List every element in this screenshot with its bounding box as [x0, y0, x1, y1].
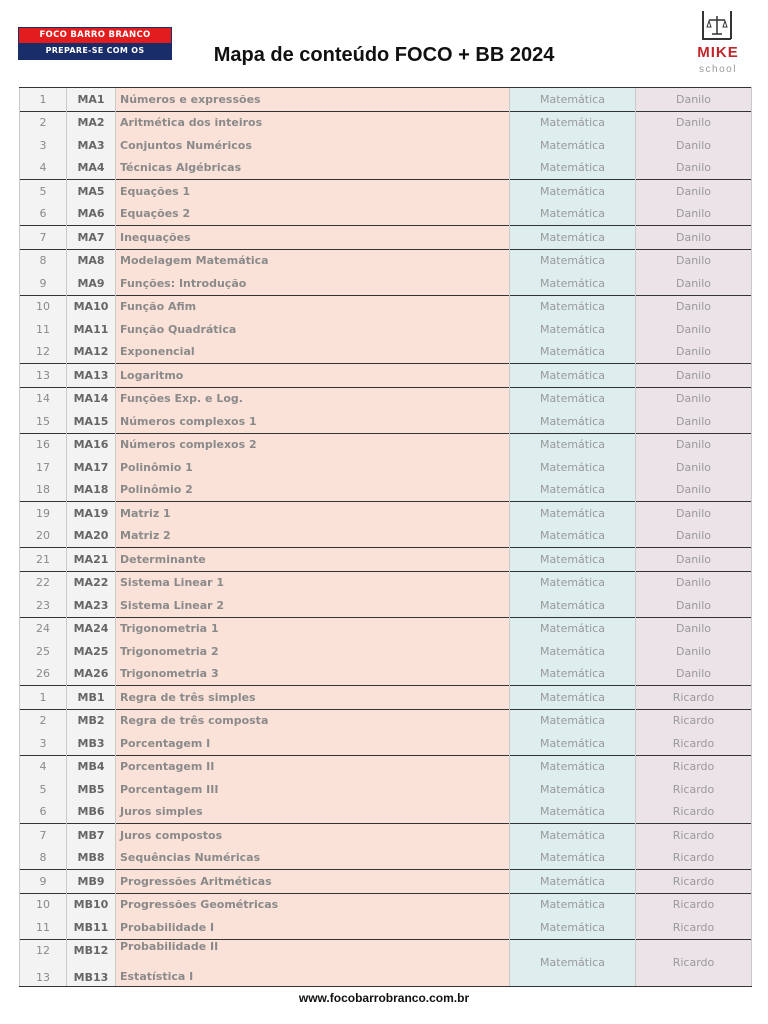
topic-code: MA9: [67, 272, 116, 295]
topic-code: MA12: [67, 341, 116, 364]
topic-name: Equações 1: [116, 180, 510, 203]
table-row: [20, 893, 752, 916]
topic-code: MB8: [67, 847, 116, 870]
row-number: 16: [20, 433, 67, 456]
table-row: [20, 410, 752, 433]
table-row: [20, 755, 752, 778]
subject-name: Matemática: [510, 364, 636, 388]
teacher-name: Danilo: [636, 594, 752, 617]
topic-name: Porcentagem II: [116, 755, 510, 778]
subject-name: Matemática: [510, 778, 636, 801]
row-number: 12: [20, 341, 67, 364]
topic-code: MA18: [67, 479, 116, 502]
topic-code: MB9: [67, 870, 116, 894]
subject-name: Matemática: [510, 180, 636, 203]
subject-name: Matemática: [510, 203, 636, 226]
topic-name: Números complexos 1: [116, 410, 510, 433]
teacher-name: Danilo: [636, 111, 752, 134]
topic-code: MB2: [67, 709, 116, 732]
subject-name: Matemática: [510, 755, 636, 778]
teacher-name: Danilo: [636, 433, 752, 456]
table-row: [20, 433, 752, 456]
teacher-name: [636, 939, 752, 986]
topic-name: Determinante: [116, 548, 510, 572]
teacher-name: Ricardo: [636, 893, 752, 916]
topic-code: MA11: [67, 318, 116, 341]
row-number: 12: [36, 943, 50, 957]
row-number: 10: [20, 295, 67, 318]
topic-code: MB12: [73, 943, 109, 957]
topic-name: Regra de três simples: [116, 686, 510, 710]
subject-name: Matemática: [510, 824, 636, 847]
row-number: 20: [20, 525, 67, 548]
subject-name: Matemática: [510, 249, 636, 272]
teacher-name: Danilo: [636, 410, 752, 433]
table-row: [20, 525, 752, 548]
teacher-name: Danilo: [636, 295, 752, 318]
subject-name: Matemática: [510, 893, 636, 916]
table-row: [20, 180, 752, 203]
teacher-name: Danilo: [636, 663, 752, 686]
topic-code: MB13: [73, 970, 109, 984]
teacher-name: Ricardo: [636, 847, 752, 870]
teacher-name: Ricardo: [636, 709, 752, 732]
table-row: [20, 502, 752, 525]
table-row: [20, 916, 752, 939]
badge-top-text: FOCO BARRO BRANCO: [19, 28, 171, 43]
topic-name: Função Afim: [116, 295, 510, 318]
teacher-name: Ricardo: [636, 870, 752, 894]
topic-code: MB3: [67, 732, 116, 755]
topic-code: MA1: [67, 88, 116, 112]
topic-name: Trigonometria 1: [116, 617, 510, 640]
content-map-body: [20, 88, 752, 987]
content-map-table-container: [19, 87, 742, 987]
subject-name: Matemática: [510, 847, 636, 870]
row-number: 26: [20, 663, 67, 686]
teacher-name: Ricardo: [636, 686, 752, 710]
teacher-name: Danilo: [636, 617, 752, 640]
table-row: [20, 663, 752, 686]
table-row: [20, 640, 752, 663]
subject-name: Matemática: [510, 226, 636, 250]
topic-code: MB6: [67, 801, 116, 824]
subject-name: Matemática: [510, 88, 636, 112]
logo-wordmark: MIKE: [697, 44, 739, 61]
subject-name: Matemática: [510, 801, 636, 824]
subject-name: Matemática: [510, 686, 636, 710]
mike-school-logo: [694, 8, 744, 80]
table-row: [20, 939, 752, 986]
topic-name: Progressões Aritméticas: [116, 870, 510, 894]
row-number: 6: [20, 203, 67, 226]
teacher-name: Danilo: [636, 456, 752, 479]
teacher-name: Danilo: [636, 272, 752, 295]
table-row: [20, 732, 752, 755]
topic-code: MB7: [67, 824, 116, 847]
topic-code: MA23: [67, 594, 116, 617]
row-number: 9: [20, 870, 67, 894]
scales-of-justice-icon: [700, 8, 734, 42]
table-row: [20, 134, 752, 157]
topic-code-pair: [67, 939, 116, 986]
topic-name: Porcentagem I: [116, 732, 510, 755]
topic-code: MA14: [67, 387, 116, 410]
table-row: [20, 387, 752, 410]
subject-name: Matemática: [510, 456, 636, 479]
topic-name: Trigonometria 3: [116, 663, 510, 686]
topic-name: Logaritmo: [116, 364, 510, 388]
table-row: [20, 548, 752, 572]
subject-name-text: Matemática: [540, 956, 605, 969]
teacher-name: Danilo: [636, 249, 752, 272]
teacher-name: Danilo: [636, 88, 752, 112]
subject-name: Matemática: [510, 410, 636, 433]
topic-code: MA5: [67, 180, 116, 203]
teacher-name: Danilo: [636, 571, 752, 594]
logo-subtitle: school: [699, 64, 737, 75]
topic-code: MB5: [67, 778, 116, 801]
row-number: 14: [20, 387, 67, 410]
row-number: 18: [20, 479, 67, 502]
row-number: 5: [20, 778, 67, 801]
table-row: [20, 870, 752, 894]
row-number: 3: [20, 134, 67, 157]
row-number: 1: [20, 88, 67, 112]
teacher-name: Danilo: [636, 134, 752, 157]
subject-name: Matemática: [510, 594, 636, 617]
teacher-name: Ricardo: [636, 755, 752, 778]
topic-code: MA2: [67, 111, 116, 134]
row-number: 10: [20, 893, 67, 916]
subject-name: Matemática: [510, 548, 636, 572]
topic-code: MA26: [67, 663, 116, 686]
topic-name: Função Quadrática: [116, 318, 510, 341]
topic-name: Progressões Geométricas: [116, 893, 510, 916]
subject-name: Matemática: [510, 111, 636, 134]
topic-code: MB1: [67, 686, 116, 710]
row-number: 17: [20, 456, 67, 479]
topic-name: Estatística I: [120, 969, 194, 983]
subject-name: Matemática: [510, 341, 636, 364]
topic-name: Polinômio 1: [116, 456, 510, 479]
topic-name: Matriz 2: [116, 525, 510, 548]
topic-code: MA24: [67, 617, 116, 640]
row-number: 5: [20, 180, 67, 203]
topic-code: MA3: [67, 134, 116, 157]
topic-name: Técnicas Algébricas: [116, 157, 510, 180]
table-row: [20, 272, 752, 295]
teacher-name: Danilo: [636, 502, 752, 525]
topic-code: MA8: [67, 249, 116, 272]
teacher-name: Ricardo: [636, 732, 752, 755]
teacher-name: Danilo: [636, 157, 752, 180]
row-number: 9: [20, 272, 67, 295]
topic-code: MA20: [67, 525, 116, 548]
subject-name: Matemática: [510, 571, 636, 594]
topic-code: MA4: [67, 157, 116, 180]
subject-name: Matemática: [510, 479, 636, 502]
row-number: 1: [20, 686, 67, 710]
subject-name: Matemática: [510, 387, 636, 410]
table-row: [20, 203, 752, 226]
teacher-name: Ricardo: [636, 801, 752, 824]
table-row: [20, 847, 752, 870]
subject-name: Matemática: [510, 318, 636, 341]
topic-name: Sistema Linear 1: [116, 571, 510, 594]
teacher-name: Danilo: [636, 364, 752, 388]
table-row: [20, 709, 752, 732]
teacher-name: Ricardo: [636, 916, 752, 939]
subject-name: Matemática: [510, 502, 636, 525]
teacher-name: Danilo: [636, 180, 752, 203]
table-row: [20, 824, 752, 847]
subject-name: [510, 939, 636, 986]
subject-name: Matemática: [510, 640, 636, 663]
table-row: [20, 778, 752, 801]
row-number-pair: [20, 939, 67, 986]
badge-bottom-text: PREPARE-SE COM OS MELHORES!: [19, 43, 171, 59]
topic-name: Números complexos 2: [116, 433, 510, 456]
teacher-name: Danilo: [636, 525, 752, 548]
subject-name: Matemática: [510, 663, 636, 686]
table-row: [20, 479, 752, 502]
topic-name: Probabilidade II: [120, 939, 219, 953]
topic-name: Trigonometria 2: [116, 640, 510, 663]
topic-name: Porcentagem III: [116, 778, 510, 801]
topic-name: Sistema Linear 2: [116, 594, 510, 617]
topic-name: Conjuntos Numéricos: [116, 134, 510, 157]
subject-name: Matemática: [510, 433, 636, 456]
row-number: 22: [20, 571, 67, 594]
topic-name: Matriz 1: [116, 502, 510, 525]
subject-name: Matemática: [510, 295, 636, 318]
row-number: 7: [20, 226, 67, 250]
teacher-name: Danilo: [636, 640, 752, 663]
topic-name: Sequências Numéricas: [116, 847, 510, 870]
topic-code: MA16: [67, 433, 116, 456]
teacher-name: Danilo: [636, 548, 752, 572]
teacher-name: Danilo: [636, 479, 752, 502]
teacher-name: Ricardo: [636, 778, 752, 801]
topic-name: Números e expressões: [116, 88, 510, 112]
row-number: 23: [20, 594, 67, 617]
subject-name: Matemática: [510, 709, 636, 732]
topic-name: Modelagem Matemática: [116, 249, 510, 272]
topic-code: MA10: [67, 295, 116, 318]
topic-code: MA13: [67, 364, 116, 388]
subject-name: Matemática: [510, 732, 636, 755]
topic-code: MB11: [67, 916, 116, 939]
subject-name: Matemática: [510, 916, 636, 939]
row-number: 21: [20, 548, 67, 572]
topic-code: MB10: [67, 893, 116, 916]
teacher-name: Danilo: [636, 387, 752, 410]
row-number: 13: [36, 970, 50, 984]
footer-url: www.focobarrobranco.com.br: [298, 991, 470, 1005]
row-number: 3: [20, 732, 67, 755]
row-number: 6: [20, 801, 67, 824]
subject-name: Matemática: [510, 134, 636, 157]
topic-name: Funções Exp. e Log.: [116, 387, 510, 410]
table-row: [20, 295, 752, 318]
table-row: [20, 456, 752, 479]
teacher-name: Danilo: [636, 203, 752, 226]
table-row: [20, 318, 752, 341]
subject-name: Matemática: [510, 617, 636, 640]
teacher-name: Danilo: [636, 341, 752, 364]
subject-name: Matemática: [510, 870, 636, 894]
row-number: 2: [20, 709, 67, 732]
row-number: 11: [20, 318, 67, 341]
row-number: 8: [20, 847, 67, 870]
subject-name: Matemática: [510, 525, 636, 548]
table-row: [20, 157, 752, 180]
content-map-table: [19, 87, 752, 987]
row-number: 13: [20, 364, 67, 388]
topic-name: Inequações: [116, 226, 510, 250]
topic-name: Funções: Introdução: [116, 272, 510, 295]
table-row: [20, 226, 752, 250]
topic-code: MA25: [67, 640, 116, 663]
topic-name: Juros simples: [116, 801, 510, 824]
table-row: [20, 341, 752, 364]
topic-code: MA15: [67, 410, 116, 433]
topic-name: Polinômio 2: [116, 479, 510, 502]
teacher-name-text: Ricardo: [672, 956, 715, 969]
teacher-name: Ricardo: [636, 824, 752, 847]
row-number: 24: [20, 617, 67, 640]
topic-name: Aritmética dos inteiros: [116, 111, 510, 134]
row-number: 4: [20, 755, 67, 778]
row-number: 8: [20, 249, 67, 272]
topic-name: Regra de três composta: [116, 709, 510, 732]
topic-name-pair: [116, 939, 510, 986]
page-title: Mapa de conteúdo FOCO + BB 2024: [213, 44, 555, 66]
table-row: [20, 686, 752, 710]
topic-name: Juros compostos: [116, 824, 510, 847]
topic-code: MA7: [67, 226, 116, 250]
table-row: [20, 249, 752, 272]
topic-name: Equações 2: [116, 203, 510, 226]
table-row: [20, 594, 752, 617]
table-row: [20, 617, 752, 640]
row-number: 2: [20, 111, 67, 134]
topic-code: MA22: [67, 571, 116, 594]
row-number: 15: [20, 410, 67, 433]
row-number: 4: [20, 157, 67, 180]
table-row: [20, 571, 752, 594]
topic-code: MB4: [67, 755, 116, 778]
topic-name: Probabilidade I: [116, 916, 510, 939]
topic-code: MA19: [67, 502, 116, 525]
table-row: [20, 88, 752, 112]
row-number: 19: [20, 502, 67, 525]
topic-code: MA21: [67, 548, 116, 572]
table-row: [20, 364, 752, 388]
topic-code: MA17: [67, 456, 116, 479]
subject-name: Matemática: [510, 272, 636, 295]
topic-code: MA6: [67, 203, 116, 226]
row-number: 25: [20, 640, 67, 663]
row-number: 7: [20, 824, 67, 847]
topic-name: Exponencial: [116, 341, 510, 364]
subject-name: Matemática: [510, 157, 636, 180]
teacher-name: Danilo: [636, 226, 752, 250]
table-row: [20, 801, 752, 824]
table-row: [20, 111, 752, 134]
teacher-name: Danilo: [636, 318, 752, 341]
row-number: 11: [20, 916, 67, 939]
